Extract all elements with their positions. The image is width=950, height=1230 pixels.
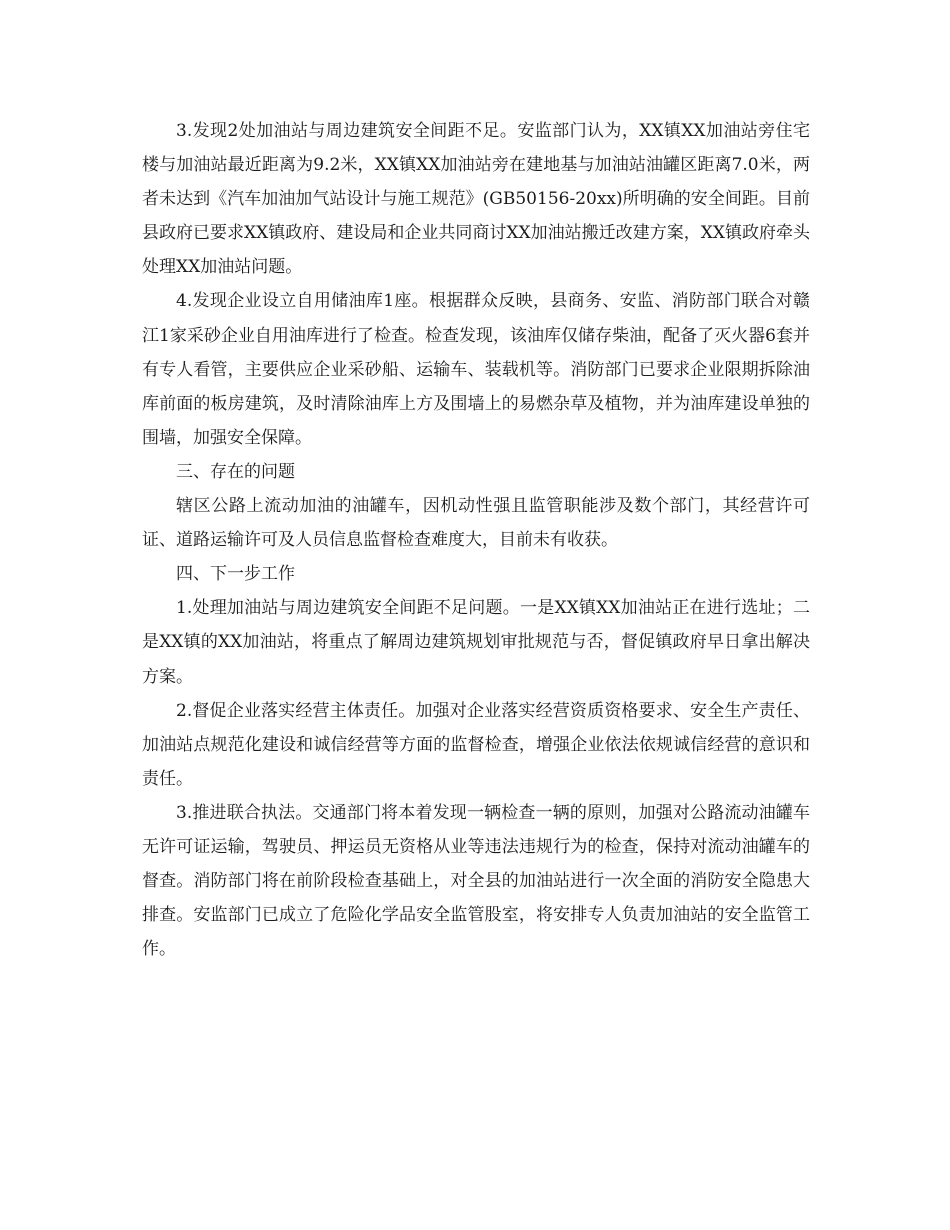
paragraph-oil-depot: 4.发现企业设立自用储油库1座。根据群众反映，县商务、安监、消防部门联合对赣江1家采砂企业自用油库进行了检查。检查发现，该油库仅储存柴油，配备了灭火器6套并有专人看管，主要供应企业采砂船、运输车、装载机等。消防部门已要求企业限期拆除油库前面的板房建筑，及时清除油库上方及围墙上的易燃杂草及植物，并为油库建设单独的围墙，加强安全保障。 (142, 291, 810, 448)
section-heading-next-steps: 四、下一步工作 (176, 564, 295, 585)
paragraph-problems: 辖区公路上流动加油的油罐车，因机动性强且监管职能涉及数个部门，其经营许可证、道路运输许可及人员信息监督检查难度大，目前未有收获。 (142, 496, 810, 551)
paragraph-next-step-1: 1.处理加油站与周边建筑安全间距不足问题。一是XX镇XX加油站正在进行选址；二是XX镇的XX加油站，将重点了解周边建筑规划审批规范与否，督促镇政府早日拿出解决方案。 (142, 598, 810, 687)
paragraph-next-step-3: 3.推进联合执法。交通部门将本着发现一辆检查一辆的原则，加强对公路流动油罐车无许可证运输，驾驶员、押运员无资格从业等违法违规行为的检查，保持对流动油罐车的督查。消防部门将在前阶段检查基础上，对全县的加油站进行一次全面的消防安全隐患大排查。安监部门已成立了危险化学品安全监管股室，将安排专人负责加油站的安全监管工作。 (142, 802, 810, 960)
section-heading-problems: 三、存在的问题 (176, 461, 295, 482)
paragraph-gas-station-distance: 3.发现2处加油站与周边建筑安全间距不足。安监部门认为，XX镇XX加油站旁住宅楼与加油站最近距离为9.2米，XX镇XX加油站旁在建地基与加油站油罐区距离7.0米，两者未达到《汽车加油加气站设计与施工规范》(GB50156-20xx)所明确的安全间距。目前县政府已要求XX镇政府、建设局和企业共同商讨XX加油站搬迁改建方案，XX镇政府牵头处理XX加油站问题。 (142, 121, 810, 278)
paragraph-next-step-2: 2.督促企业落实经营主体责任。加强对企业落实经营资质资格要求、安全生产责任、加油站点规范化建设和诚信经营等方面的监督检查，增强企业依法依规诚信经营的意识和责任。 (142, 700, 810, 789)
document-body (142, 114, 810, 966)
